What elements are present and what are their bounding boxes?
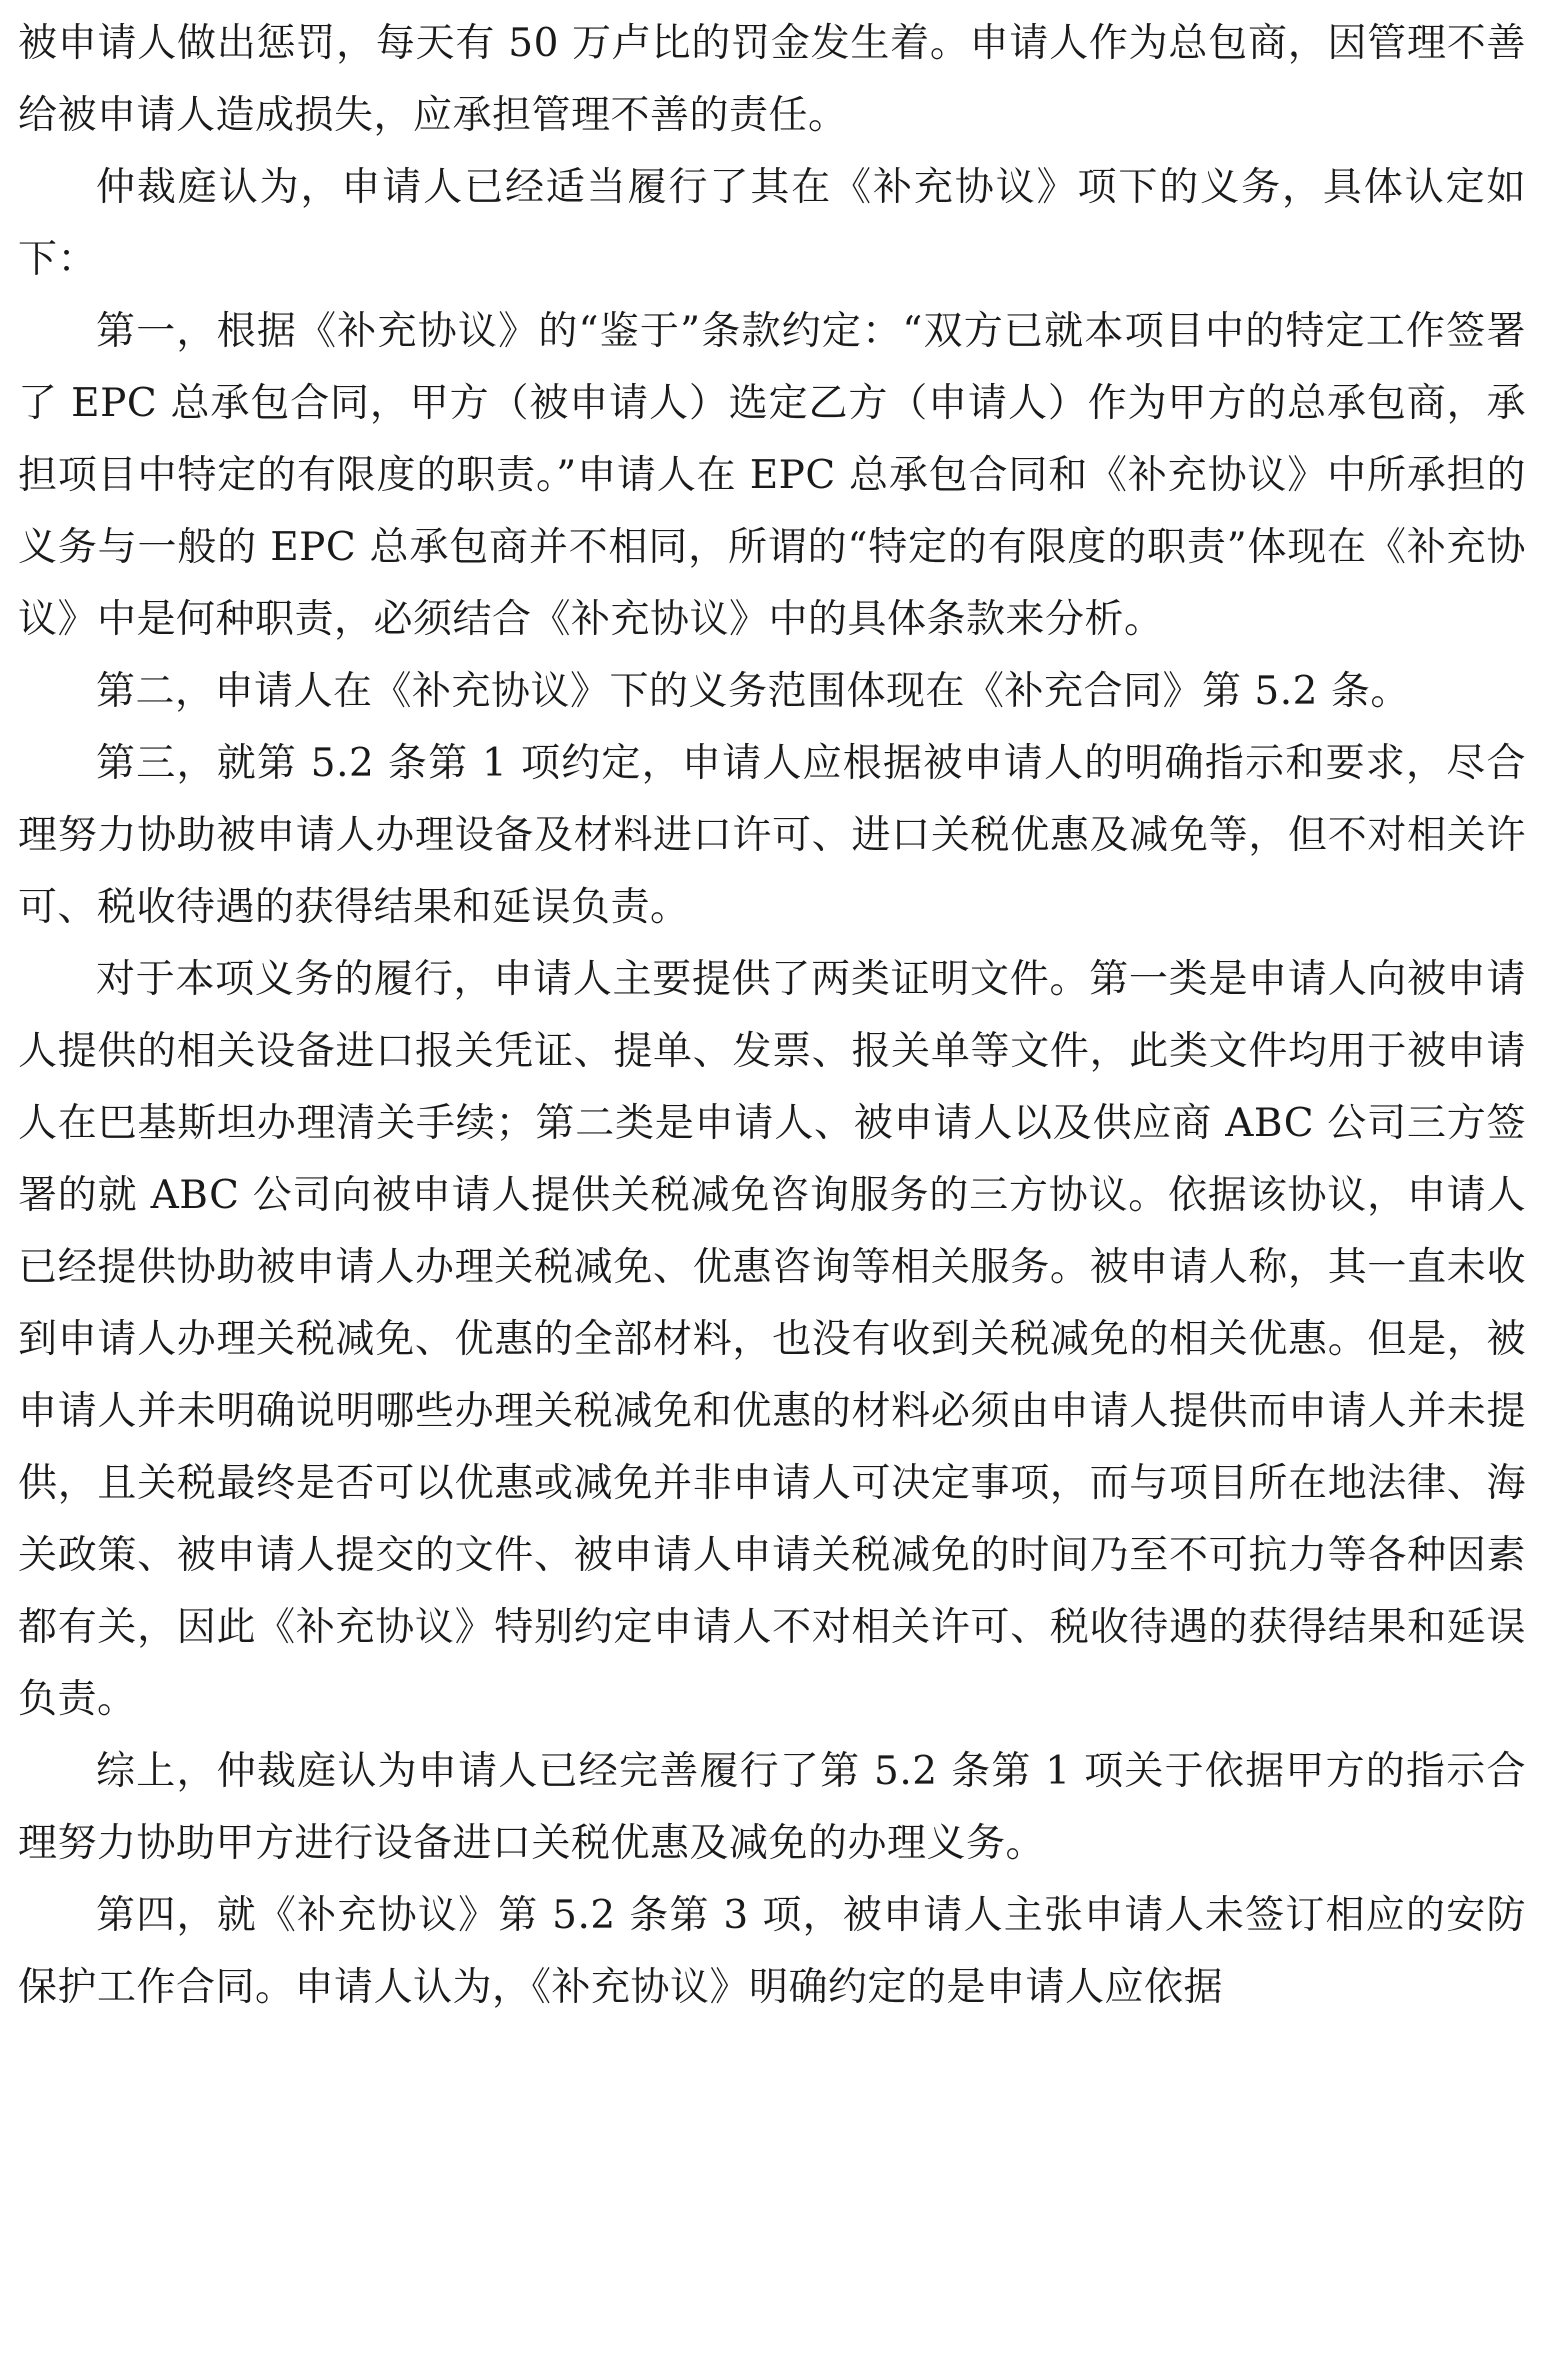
paragraph-point-one: 第一，根据《补充协议》的“鉴于”条款约定：“双方已就本项目中的特定工作签署了 EPC 总承包合同，甲方（被申请人）选定乙方（申请人）作为甲方的总承包商，承担项目中特定的有限度的职责。”申请人在 EPC 总承包合同和《补充协议》中所承担的义务与一般的 EPC 总承包商并不相同，所谓的“特定的有限度的职责”体现在《补充协议》中是何种职责，必须结合《补充协议》中的具体条款来分析。 — [18, 309, 1526, 642]
paragraph-evidence: 对于本项义务的履行，申请人主要提供了两类证明文件。第一类是申请人向被申请人提供的相关设备进口报关凭证、提单、发票、报关单等文件，此类文件均用于被申请人在巴基斯坦办理清关手续；第二类是申请人、被申请人以及供应商 ABC 公司三方签署的就 ABC 公司向被申请人提供关税减免咨询服务的三方协议。依据该协议，申请人已经提供协助被申请人办理关税减免、优惠咨询等相关服务。被申请人称，其一直未收到申请人办理关税减免、优惠的全部材料，也没有收到关税减免的相关优惠。但是，被申请人并未明确说明哪些办理关税减免和优惠的材料必须由申请人提供而申请人并未提供，且关税最终是否可以优惠或减免并非申请人可决定事项，而与项目所在地法律、海关政策、被申请人提交的文件、被申请人申请关税减免的时间乃至不可抗力等各种因素都有关，因此《补充协议》特别约定申请人不对相关许可、税收待遇的获得结果和延误负责。 — [18, 957, 1526, 1722]
paragraph-point-three: 第三，就第 5.2 条第 1 项约定，申请人应根据被申请人的明确指示和要求，尽合理努力协助被申请人办理设备及材料进口许可、进口关税优惠及减免等，但不对相关许可、税收待遇的获得结果和延误负责。 — [18, 741, 1526, 930]
paragraph-tribunal-opinion: 仲裁庭认为，申请人已经适当履行了其在《补充协议》项下的义务，具体认定如下： — [18, 165, 1526, 282]
document-page — [18, 8, 1526, 2024]
paragraph-point-four: 第四，就《补充协议》第 5.2 条第 3 项，被申请人主张申请人未签订相应的安防保护工作合同。申请人认为，《补充协议》明确约定的是申请人应依据 — [18, 1893, 1526, 2010]
paragraph-conclusion: 综上，仲裁庭认为申请人已经完善履行了第 5.2 条第 1 项关于依据甲方的指示合理努力协助甲方进行设备进口关税优惠及减免的办理义务。 — [18, 1749, 1526, 1866]
paragraph-continuation: 被申请人做出惩罚，每天有 50 万卢比的罚金发生着。申请人作为总包商，因管理不善给被申请人造成损失，应承担管理不善的责任。 — [18, 21, 1526, 138]
paragraph-point-two: 第二，申请人在《补充协议》下的义务范围体现在《补充合同》第 5.2 条。 — [96, 669, 1410, 714]
